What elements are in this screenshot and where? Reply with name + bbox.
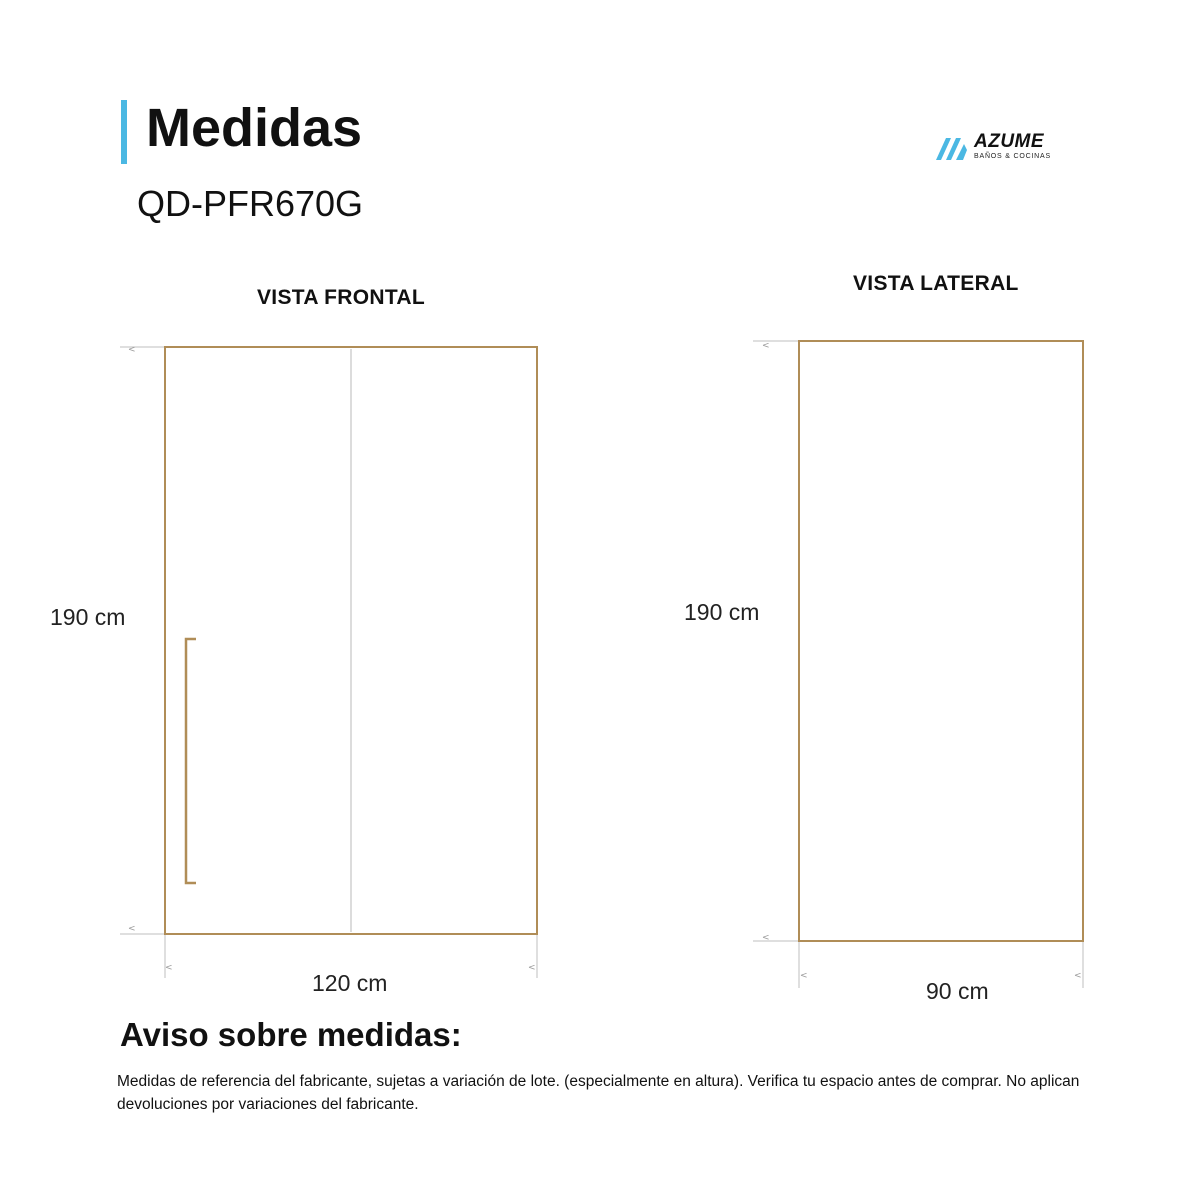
front-height-label: 190 cm xyxy=(50,604,126,630)
model-code: QD-PFR670G xyxy=(137,183,364,224)
door-handle xyxy=(186,639,196,883)
side-height-arrow-top: < xyxy=(762,341,770,351)
front-height-arrow-bottom: < xyxy=(128,924,136,934)
front-height-arrow-top: < xyxy=(128,345,136,355)
front-width-arrow-right: < xyxy=(528,963,536,973)
front-view-drawing xyxy=(120,345,537,978)
side-view-drawing xyxy=(753,341,1083,988)
front-width-arrow-left: < xyxy=(165,963,173,973)
side-width-label: 90 cm xyxy=(926,978,989,1004)
front-view-title: VISTA FRONTAL xyxy=(257,286,425,309)
logo-tagline: BAÑOS & COCINAS xyxy=(974,153,1051,160)
side-view-title: VISTA LATERAL xyxy=(853,272,1019,295)
notice-title: Aviso sobre medidas: xyxy=(120,1016,462,1053)
side-height-arrow-bottom: < xyxy=(762,933,770,943)
side-frame xyxy=(799,341,1083,941)
notice-text: Medidas de referencia del fabricante, sujetas a variación de lote. (especialmente en altura). Verifica tu espacio antes de comprar. No aplican devoluciones por variaciones del fabricante. xyxy=(117,1073,1080,1113)
front-width-label: 120 cm xyxy=(312,970,388,996)
side-width-arrow-right: < xyxy=(1074,971,1082,981)
side-width-arrow-left: < xyxy=(800,971,808,981)
logo-name: AZUME xyxy=(974,131,1045,152)
side-height-label: 190 cm xyxy=(684,599,760,625)
page-title: Medidas xyxy=(146,98,363,158)
